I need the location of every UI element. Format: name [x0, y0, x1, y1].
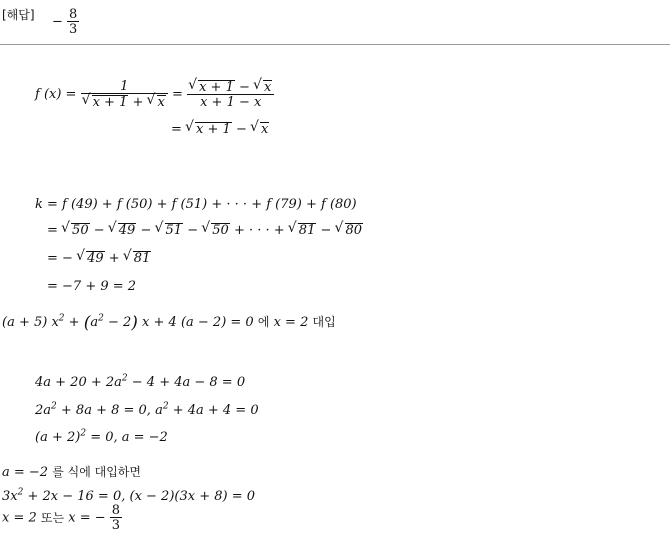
answer-line [2, 9, 35, 22]
step5-line1-korean: 를 식에 대입하면 [52, 465, 141, 479]
step2-line2-eq: = [47, 223, 58, 238]
step3-line [2, 315, 336, 332]
sqrt-term: x [157, 95, 165, 110]
step5-line2-b: + 2x − 16 = 0, (x − 2)(3x + 8) = 0 [23, 489, 256, 504]
sqrt-term: x + 1 [92, 95, 128, 110]
operator: − [93, 223, 105, 238]
answer-sign: − [52, 14, 63, 30]
step2-line3-eq: = − [47, 251, 73, 266]
step5-line3-math: x = 2 [2, 510, 37, 526]
step3-sub-var: x = 2 [273, 315, 309, 330]
sqrt-term: x [261, 122, 269, 137]
step1-lhs: f (x) = [35, 87, 77, 102]
sqrt-term: x + 1 [196, 122, 231, 137]
operator: − [320, 223, 332, 238]
paren-close: ) [131, 313, 138, 333]
sqrt-term: 51 [165, 223, 183, 238]
sqrt-term: 50 [212, 223, 229, 238]
step5-line3 [2, 504, 122, 532]
operator: + [108, 251, 120, 266]
step4-line3-b: = 0, a = −2 [86, 430, 168, 445]
operator: + · · · + [233, 223, 285, 238]
step5-line1 [2, 466, 141, 479]
answer-label: [해답] [2, 8, 35, 22]
step5-line3-korean: 또는 [40, 511, 65, 525]
sqrt-term: 81 [298, 223, 316, 238]
step3-eq-rest: x + 4 (a − 2) = 0 [137, 315, 254, 330]
step1-frac2-num [187, 80, 274, 94]
sqrt-term: 49 [118, 223, 136, 238]
operator: + [64, 315, 84, 330]
sqrt-term: 50 [72, 223, 89, 238]
step5-denominator: 3 [111, 518, 121, 533]
step1-fraction2 [187, 80, 274, 109]
step3-inner: a [90, 315, 99, 330]
step5-line1-math: a = −2 [2, 465, 49, 480]
step1-line2-eq: = [171, 122, 182, 137]
sqrt-term: 81 [133, 251, 151, 266]
step3-korean-end: 대입 [312, 315, 336, 329]
step2-line2 [47, 223, 363, 237]
step4-line1-b: − 4 + 4a − 8 = 0 [127, 375, 246, 390]
sqrt-term: 80 [345, 223, 363, 238]
step4-line1 [35, 373, 246, 390]
step2-line1: k = f (49) + f (50) + f (51) + · · · + f (79) + f (80) [35, 197, 357, 212]
answer-value [52, 8, 79, 36]
step3-korean-mid: 에 [257, 315, 270, 329]
step4-line2-b: + 8a + 8 = 0, a [56, 403, 163, 418]
step1-line1 [35, 80, 274, 109]
step4-line1-a: 4a + 20 + 2a [35, 375, 122, 390]
step2-line3 [47, 251, 151, 265]
operator: − [238, 80, 250, 95]
step5-fraction [110, 504, 122, 532]
step1-frac2-den: x + 1 − x [187, 94, 274, 109]
exponent: 2 [162, 401, 169, 412]
step5-line2-a: 3x [2, 489, 18, 504]
operator: + [132, 95, 144, 110]
step1-eq: = [172, 87, 183, 102]
operator: − [235, 122, 247, 137]
step5-numerator: 8 [111, 503, 121, 518]
sqrt-term: x + 1 [199, 80, 234, 95]
step4-line2-a: 2a [35, 403, 52, 418]
section-divider [0, 44, 670, 45]
step4-line2-c: + 4a + 4 = 0 [168, 403, 259, 418]
operator: − [140, 223, 152, 238]
step1-frac1-den [81, 93, 168, 109]
step1-frac1-num: 1 [120, 79, 129, 94]
step3-inner-rest: − 2 [103, 315, 132, 330]
answer-denominator: 3 [69, 22, 78, 37]
step5-line2 [2, 487, 256, 504]
sqrt-term: x [264, 80, 272, 95]
step4-line2 [35, 401, 259, 418]
paren-open: ( [83, 313, 91, 333]
step2-line4: = −7 + 9 = 2 [47, 279, 137, 294]
step5-line3-math2: x = − [68, 510, 106, 526]
answer-numerator: 8 [69, 7, 78, 22]
operator: − [187, 223, 199, 238]
exponent: 2 [80, 428, 87, 439]
exponent: 2 [58, 313, 65, 324]
exponent: 2 [17, 487, 24, 498]
exponent: 2 [51, 401, 57, 412]
answer-fraction [67, 8, 79, 36]
sqrt-term: 49 [87, 251, 104, 266]
step3-eq-left: (a + 5) x [2, 315, 59, 330]
step4-line3 [35, 428, 168, 445]
step1-line2 [171, 122, 269, 136]
exponent: 2 [98, 313, 104, 324]
exponent: 2 [121, 373, 128, 384]
step4-line3-a: (a + 2) [35, 430, 81, 445]
step1-fraction1 [81, 80, 168, 109]
